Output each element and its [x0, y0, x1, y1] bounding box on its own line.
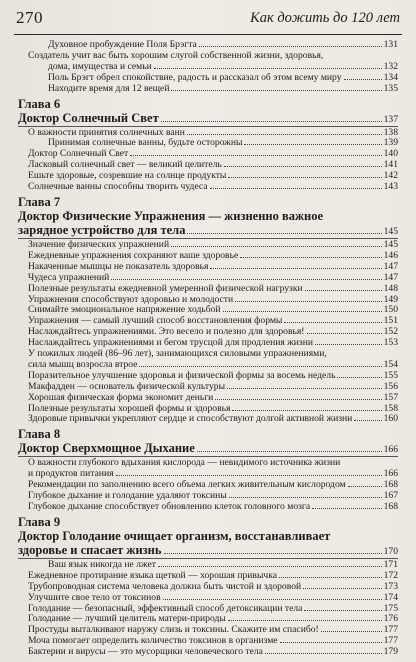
toc-entry-title: Ежедневное протирание языка щеткой — хорошая привычка: [28, 569, 277, 581]
toc-entry-title: Духовное пробуждение Поля Брэгта: [48, 39, 197, 50]
toc-entry-title: Улучшите свое тело от токсинов: [28, 591, 161, 603]
toc-entry-title: Простуды выталкивают наружу слизь и токсины. Скажите им спасибо!: [28, 624, 319, 636]
toc-entry-page: 135: [383, 82, 398, 94]
dot-leader: [116, 475, 382, 476]
toc-entry-title: О важности принятия солнечных ванн: [28, 126, 185, 138]
chapter-page: 137: [383, 113, 398, 125]
toc-entry-page: 131: [383, 39, 398, 50]
dot-leader: [304, 610, 381, 611]
toc-entry-page: 168: [383, 479, 398, 491]
toc-entry-title: Снимайте эмоциональное напряжение ходьбой: [28, 304, 221, 316]
dot-leader: [210, 188, 382, 189]
chapter-label: Глава 6: [18, 96, 61, 111]
dot-leader: [130, 155, 381, 156]
toc-entry-title: Наслаждайтесь упражнениями. Это весело и полезно для здоровья!: [28, 326, 305, 338]
toc-entry-title: Доктор Солнечный Свет: [28, 148, 129, 160]
dot-leader: [197, 451, 382, 452]
dot-leader: [154, 68, 382, 69]
toc-entry: [18, 393, 398, 404]
toc-entry-title: Полезные результаты ежедневной умеренной физической нагрузки: [28, 282, 303, 294]
dot-leader: [337, 377, 381, 378]
dot-leader: [224, 166, 382, 167]
toc-entry-page: 168: [383, 501, 398, 512]
toc-entry-page: 150: [383, 304, 398, 316]
toc-entry-page: 160: [383, 413, 398, 425]
dot-leader: [232, 410, 381, 411]
dot-leader: [215, 399, 381, 400]
toc-entry-title: Принимая солнечные ванны, будьте осторожны: [48, 137, 243, 149]
dot-leader: [111, 279, 381, 280]
dot-leader: [307, 333, 382, 334]
toc-entry-title: Здоровые привычки укрепляют сердце и способствуют долгой активной жизни: [28, 413, 353, 425]
toc-entry-page: 145: [383, 238, 398, 250]
running-title: Как дожить до 120 лет: [250, 10, 400, 26]
toc-entry-page: 175: [383, 602, 398, 614]
toc-entry-page: 140: [383, 148, 398, 160]
toc-entry-title: Солнечные ванны способны творить чудеса: [28, 181, 208, 193]
dot-leader: [171, 246, 382, 247]
toc-entry-page: 147: [383, 271, 398, 283]
toc-entry-title: О важности глубокого вдыхания кислорода — невидимого источника жизни: [28, 457, 341, 469]
toc-entry-title: Хорошая физическая форма экономит деньги: [28, 391, 214, 403]
toc-entry-page: 167: [383, 490, 398, 502]
toc-entry-title: Поразительное улучшение здоровья и физической формы за восемь недель: [28, 369, 336, 381]
dot-leader: [279, 577, 382, 578]
chapter-heading: [18, 515, 398, 559]
dot-leader: [280, 642, 382, 643]
chapter-title: Доктор Солнечный Свет: [18, 110, 159, 125]
toc-entry-page: 174: [383, 591, 398, 603]
toc-entry-page: 155: [383, 369, 398, 381]
toc-entry-title: Поль Брэгт обрел спокойствие, радость и рассказал об этом всему миру: [48, 71, 342, 83]
dot-leader: [321, 631, 382, 632]
dot-leader: [228, 620, 382, 621]
chapter-title-line: [18, 223, 398, 237]
table-of-contents: [18, 40, 398, 658]
toc-entry-page: 171: [383, 558, 398, 570]
chapter-section: [18, 515, 398, 658]
toc-entry-title: сила мышц возросла втрое: [28, 358, 138, 370]
toc-entry-page: 147: [383, 260, 398, 272]
toc-entry-page: 152: [383, 326, 398, 338]
toc-entry-page: 177: [383, 635, 398, 647]
toc-entry-title: Упражнения способствуют здоровью и молодости: [28, 293, 234, 305]
dot-leader: [139, 366, 381, 367]
toc-entry-title: Трубопроводная система человека должна быть чистой и здоровой: [28, 580, 302, 592]
toc-entry-page: 154: [383, 358, 398, 370]
toc-entry-page: 149: [383, 293, 398, 305]
toc-entry: [18, 647, 398, 658]
toc-entry-page: 179: [383, 646, 398, 658]
toc-entry-page: 151: [383, 315, 398, 327]
toc-entry-page: 138: [383, 126, 398, 138]
toc-entry: [18, 273, 398, 284]
chapter-title: Доктор Голодание очищает организм, восстанавливает: [18, 528, 331, 543]
chapter-section: [18, 427, 398, 513]
chapter-heading: [18, 427, 398, 457]
toc-entry: [18, 414, 398, 425]
toc-entry-page: 139: [383, 137, 398, 149]
toc-entry-title: Бактерии и вирусы — это мусорщики человеческого тела: [28, 646, 263, 658]
chapter-title-line: [18, 543, 398, 557]
dot-leader: [348, 486, 382, 487]
toc-entry: [18, 593, 398, 604]
toc-entry-page: 141: [383, 159, 398, 171]
toc-entry-title: Глубокое дыхание и голодание удаляют токсины: [28, 490, 227, 502]
toc-entry-page: 146: [383, 249, 398, 261]
toc-entry-page: 158: [383, 402, 398, 414]
toc-entry-title: Макфадден — основатель физической культуры: [28, 380, 226, 392]
dot-leader: [228, 177, 381, 178]
chapter-page: 170: [383, 545, 398, 557]
chapter-page: 145: [383, 225, 398, 237]
toc-entry: [18, 502, 398, 513]
toc-entry-title: Создатель учит вас быть хорошим слугой собственной жизни, здоровья,: [28, 49, 324, 61]
dot-leader: [229, 497, 382, 498]
chapter-title: Доктор Сверхмощное Дыхание: [18, 441, 195, 456]
toc-entry-page: 153: [383, 337, 398, 349]
dot-leader: [187, 233, 381, 234]
dot-leader: [284, 322, 381, 323]
dot-leader: [354, 420, 381, 421]
toc-entry-title: Ешьте здоровые, созревшие на солнце продукты: [28, 170, 227, 182]
chapter-label: Глава 7: [18, 194, 61, 209]
chapter-title-line: [18, 111, 398, 125]
dot-leader: [227, 388, 382, 389]
toc-entry-title: Находите время для 12 вещей: [48, 82, 170, 94]
toc-entry-title: Значение физических упражнений: [28, 238, 170, 250]
toc-entry-page: 148: [383, 282, 398, 294]
chapter-section: [18, 195, 398, 425]
dot-leader: [265, 653, 382, 654]
toc-entry-page: 132: [383, 60, 398, 72]
dot-leader: [199, 46, 382, 47]
toc-entry-title: Ваш язык никогда не лжет: [48, 558, 156, 570]
toc-entry-title: Голодание — лучший целитель матери-природы: [28, 613, 226, 625]
dot-leader: [161, 121, 382, 122]
dot-leader: [344, 79, 382, 80]
toc-entry-page: 157: [383, 391, 398, 403]
chapter-title: Доктор Физические Упражнения — жизненно важное: [18, 208, 324, 223]
dot-leader: [244, 144, 381, 145]
toc-entry-title: дома, имущества и семьи: [48, 60, 152, 72]
toc-entry-title: Полезные результаты хорошей формы и здоровья: [28, 402, 231, 414]
toc-entry-page: 177: [383, 624, 398, 636]
toc-entry: [18, 84, 398, 95]
chapter-title-line: [18, 209, 398, 223]
toc-entry-title: и продуктов питания: [28, 468, 114, 480]
toc-entry-title: Глубокое дыхание способствует обновлению клеток головного мозга: [28, 501, 311, 512]
toc-entry-title: Накаченные мышцы не показатель здоровья: [28, 260, 209, 272]
toc-entry-page: 134: [383, 71, 398, 83]
dot-leader: [235, 301, 381, 302]
toc-entry: [18, 284, 398, 295]
toc-entry: [18, 73, 398, 84]
chapter-title-line: [18, 529, 398, 543]
page-header: [14, 8, 402, 34]
chapter-title-line: [18, 441, 398, 455]
chapter-label: Глава 9: [18, 514, 61, 529]
dot-leader: [305, 290, 382, 291]
dot-leader: [158, 566, 382, 567]
toc-entry: [18, 182, 398, 193]
dot-leader: [315, 344, 382, 345]
toc-entry-page: 166: [383, 468, 398, 480]
toc-entry-page: 172: [383, 569, 398, 581]
chapter-section: [18, 97, 398, 193]
toc-entry-title: Голодание — безопасный, эффективный способ детоксикации тела: [28, 602, 303, 614]
toc-entry-page: 173: [383, 580, 398, 592]
toc-entry-title: Ежедневные упражнения сохраняют ваше здоровье: [28, 249, 239, 261]
toc-entry-title: Чудеса упражнений: [28, 271, 110, 283]
page-number: 270: [16, 8, 43, 27]
chapter-label: Глава 8: [18, 427, 61, 442]
chapter-title: здоровье и спасает жизнь: [18, 542, 162, 557]
toc-entry-page: 143: [383, 181, 398, 193]
chapter-heading: [18, 195, 398, 239]
toc-entry-title: Наслаждайтесь упражнениями и бегом трусцой для продления жизни: [28, 337, 313, 349]
dot-leader: [187, 134, 382, 135]
toc-entry-title: Моча помогает определить количество токсинов в организме: [28, 635, 278, 647]
toc-entry-title: Ласковый солнечный свет — великий целитель: [28, 159, 222, 171]
toc-entry-title: У пожилых людей (86–96 лет), занимающихся силовыми упражнениями,: [28, 348, 327, 360]
dot-leader: [240, 257, 381, 258]
toc-entry: [18, 582, 398, 593]
dot-leader: [164, 553, 382, 554]
dot-leader: [163, 599, 382, 600]
dot-leader: [171, 90, 381, 91]
toc-entry-page: 176: [383, 613, 398, 625]
toc-entry-title: Упражнения — самый лучший способ восстановления формы: [28, 315, 283, 327]
dot-leader: [210, 268, 381, 269]
dot-leader: [312, 508, 382, 509]
toc-entry-page: 156: [383, 380, 398, 392]
toc-entry-title: Рекомендации по заполнению всего объема легких живительным кислородом: [28, 479, 346, 491]
toc-entry-page: 142: [383, 170, 398, 182]
chapter-title: зарядное устройство для тела: [18, 222, 186, 237]
dot-leader: [223, 311, 382, 312]
chapter-heading: [18, 97, 398, 127]
dot-leader: [303, 588, 381, 589]
chapter-page: 166: [383, 444, 398, 456]
header-rule: [14, 34, 402, 35]
